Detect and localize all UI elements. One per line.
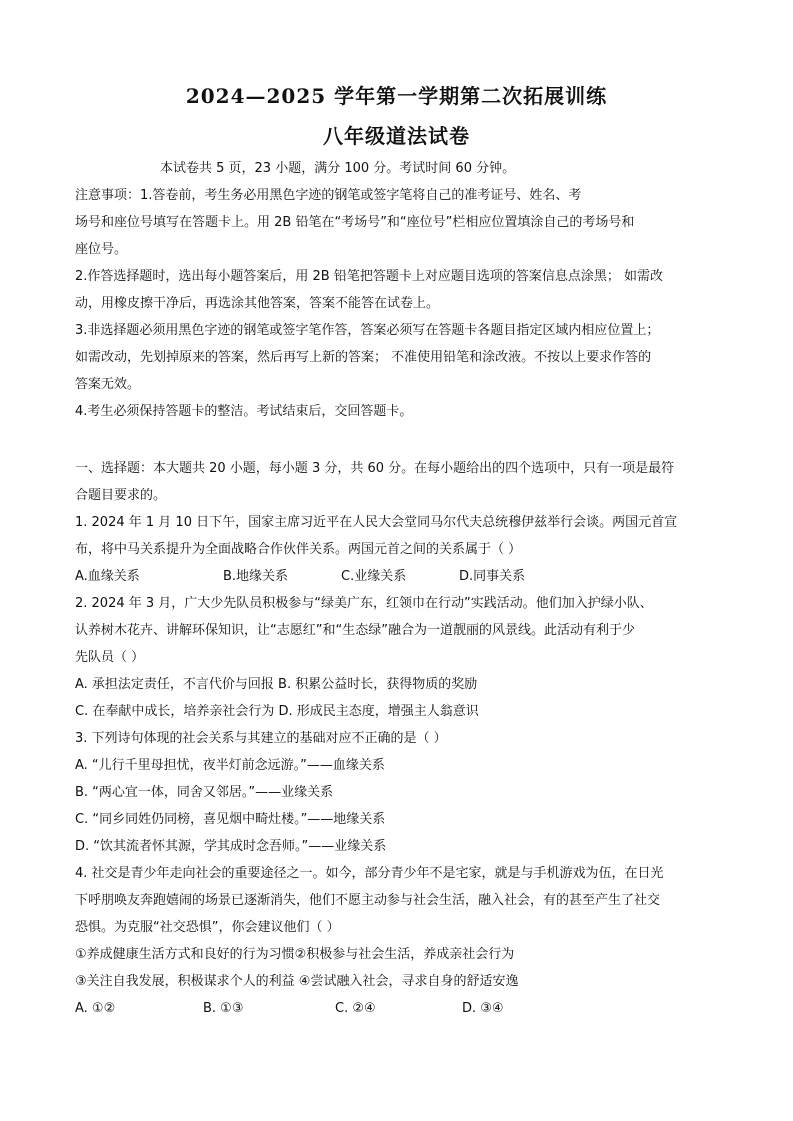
question-3-stem: 3. 下列诗句体现的社会关系与其建立的基础对应不正确的是（ ）: [75, 731, 447, 746]
option-c[interactable]: C. ②④: [335, 1001, 376, 1016]
notice-line: 3.非选择题必须用黑色字迹的钢笔或签字笔作答，答案必须写在答题卡各题目指定区域内相应位置上；: [75, 323, 660, 338]
question-4-stem: 恐惧。为克服“社交恐惧”，你会建议他们（ ）: [75, 920, 340, 935]
exam-subtitle: 八年级道法试卷: [323, 124, 470, 148]
question-2-options[interactable]: A. 承担法定责任，不言代价与回报 B. 积累公益时长，获得物质的奖励: [75, 677, 478, 692]
section-heading: 一、选择题：本大题共 20 小题，每小题 3 分，共 60 分。在每小题给出的四个选项中，只有一项是最符: [75, 461, 675, 476]
question-4-statements: ③关注自我发展，积极谋求个人的利益 ④尝试融入社会，寻求自身的舒适安逸: [75, 974, 519, 989]
option-c[interactable]: C.业缘关系: [341, 569, 407, 584]
option-b[interactable]: B. “两心宜一体，同舍又邻居。”——业缘关系: [75, 785, 334, 800]
notice-line: 2.作答选择题时，选出每小题答案后，用 2B 铅笔把答题卡上对应题目选项的答案信息点涂黑； 如需改: [75, 269, 663, 284]
question-2-stem: 认养树木花卉、讲解环保知识，让“志愿红”和“生态绿”融合为一道靓丽的风景线。此活动有利于少: [75, 623, 635, 638]
notice-line: 如需改动，先划掉原来的答案，然后再写上新的答案； 不准使用铅笔和涂改液。不按以上要求作答的: [75, 350, 652, 365]
question-4-stem: 4. 社交是青少年走向社会的重要途径之一。如今，部分青少年不是宅家，就是与手机游戏为伍，在日光: [75, 866, 664, 881]
question-1-stem: 1. 2024 年 1 月 10 日下午，国家主席习近平在人民大会堂同马尔代夫总统穆伊兹举行会谈。两国元首宣: [75, 515, 678, 530]
question-2-stem: 2. 2024 年 3 月，广大少先队员积极参与“绿美广东，红领巾在行动”实践活动。他们加入护绿小队、: [75, 596, 653, 611]
option-b[interactable]: B.地缘关系: [223, 569, 289, 584]
option-a[interactable]: A. ①②: [75, 1001, 116, 1016]
question-4-stem: 下呼朋唤友奔跑嬉闹的场景已逐渐消失，他们不愿主动参与社会生活，融入社会，有的甚至产生了社交: [75, 893, 661, 908]
notice-line: 4.考生必须保持答题卡的整洁。考试结束后，交回答题卡。: [75, 404, 413, 419]
intro-text: 本试卷共 5 页，23 小题，满分 100 分。考试时间 60 分钟。: [160, 161, 516, 176]
notice-line: 座位号。: [75, 242, 128, 257]
notice-line: 注意事项：1.答卷前，考生务必用黑色字迹的钢笔或签字笔将自己的准考证号、姓名、考: [75, 188, 582, 203]
option-d[interactable]: D. ③④: [462, 1001, 504, 1016]
option-b[interactable]: B. ①③: [203, 1001, 244, 1016]
question-4-options: [75, 1001, 504, 1017]
question-4-statements: ①养成健康生活方式和良好的行为习惯②积极参与社会生活，养成亲社会行为: [75, 947, 515, 962]
option-c[interactable]: C. “同乡同姓仍同榜，喜见烟中畸灶楼。”——地缘关系: [75, 812, 386, 827]
question-2-options[interactable]: C. 在奉献中成长，培养亲社会行为 D. 形成民主态度，增强主人翁意识: [75, 704, 479, 719]
question-1-options: [75, 569, 525, 585]
option-a[interactable]: A.血缘关系: [75, 569, 140, 584]
section-heading: 合题目要求的。: [75, 488, 167, 503]
option-a[interactable]: A. “儿行千里母担忧，夜半灯前念远游。”——血缘关系: [75, 758, 385, 773]
question-2-stem: 先队员（ ）: [75, 650, 145, 665]
notice-line: 场号和座位号填写在答题卡上。用 2B 铅笔在“考场号”和“座位号”栏相应位置填涂自己的考场号和: [75, 215, 635, 230]
exam-title: 2024—2025 学年第一学期第二次拓展训练: [185, 84, 608, 108]
option-d[interactable]: D.同事关系: [459, 569, 526, 584]
notice-line: 答案无效。: [75, 377, 141, 392]
question-1-stem: 布，将中马关系提升为全面战略合作伙伴关系。两国元首之间的关系属于（ ）: [75, 542, 522, 557]
option-d[interactable]: D. “饮其流者怀其源，学其成时念吾师。”——业缘关系: [75, 839, 387, 854]
notice-line: 动，用橡皮擦干净后，再选涂其他答案，答案不能答在试卷上。: [75, 296, 440, 311]
